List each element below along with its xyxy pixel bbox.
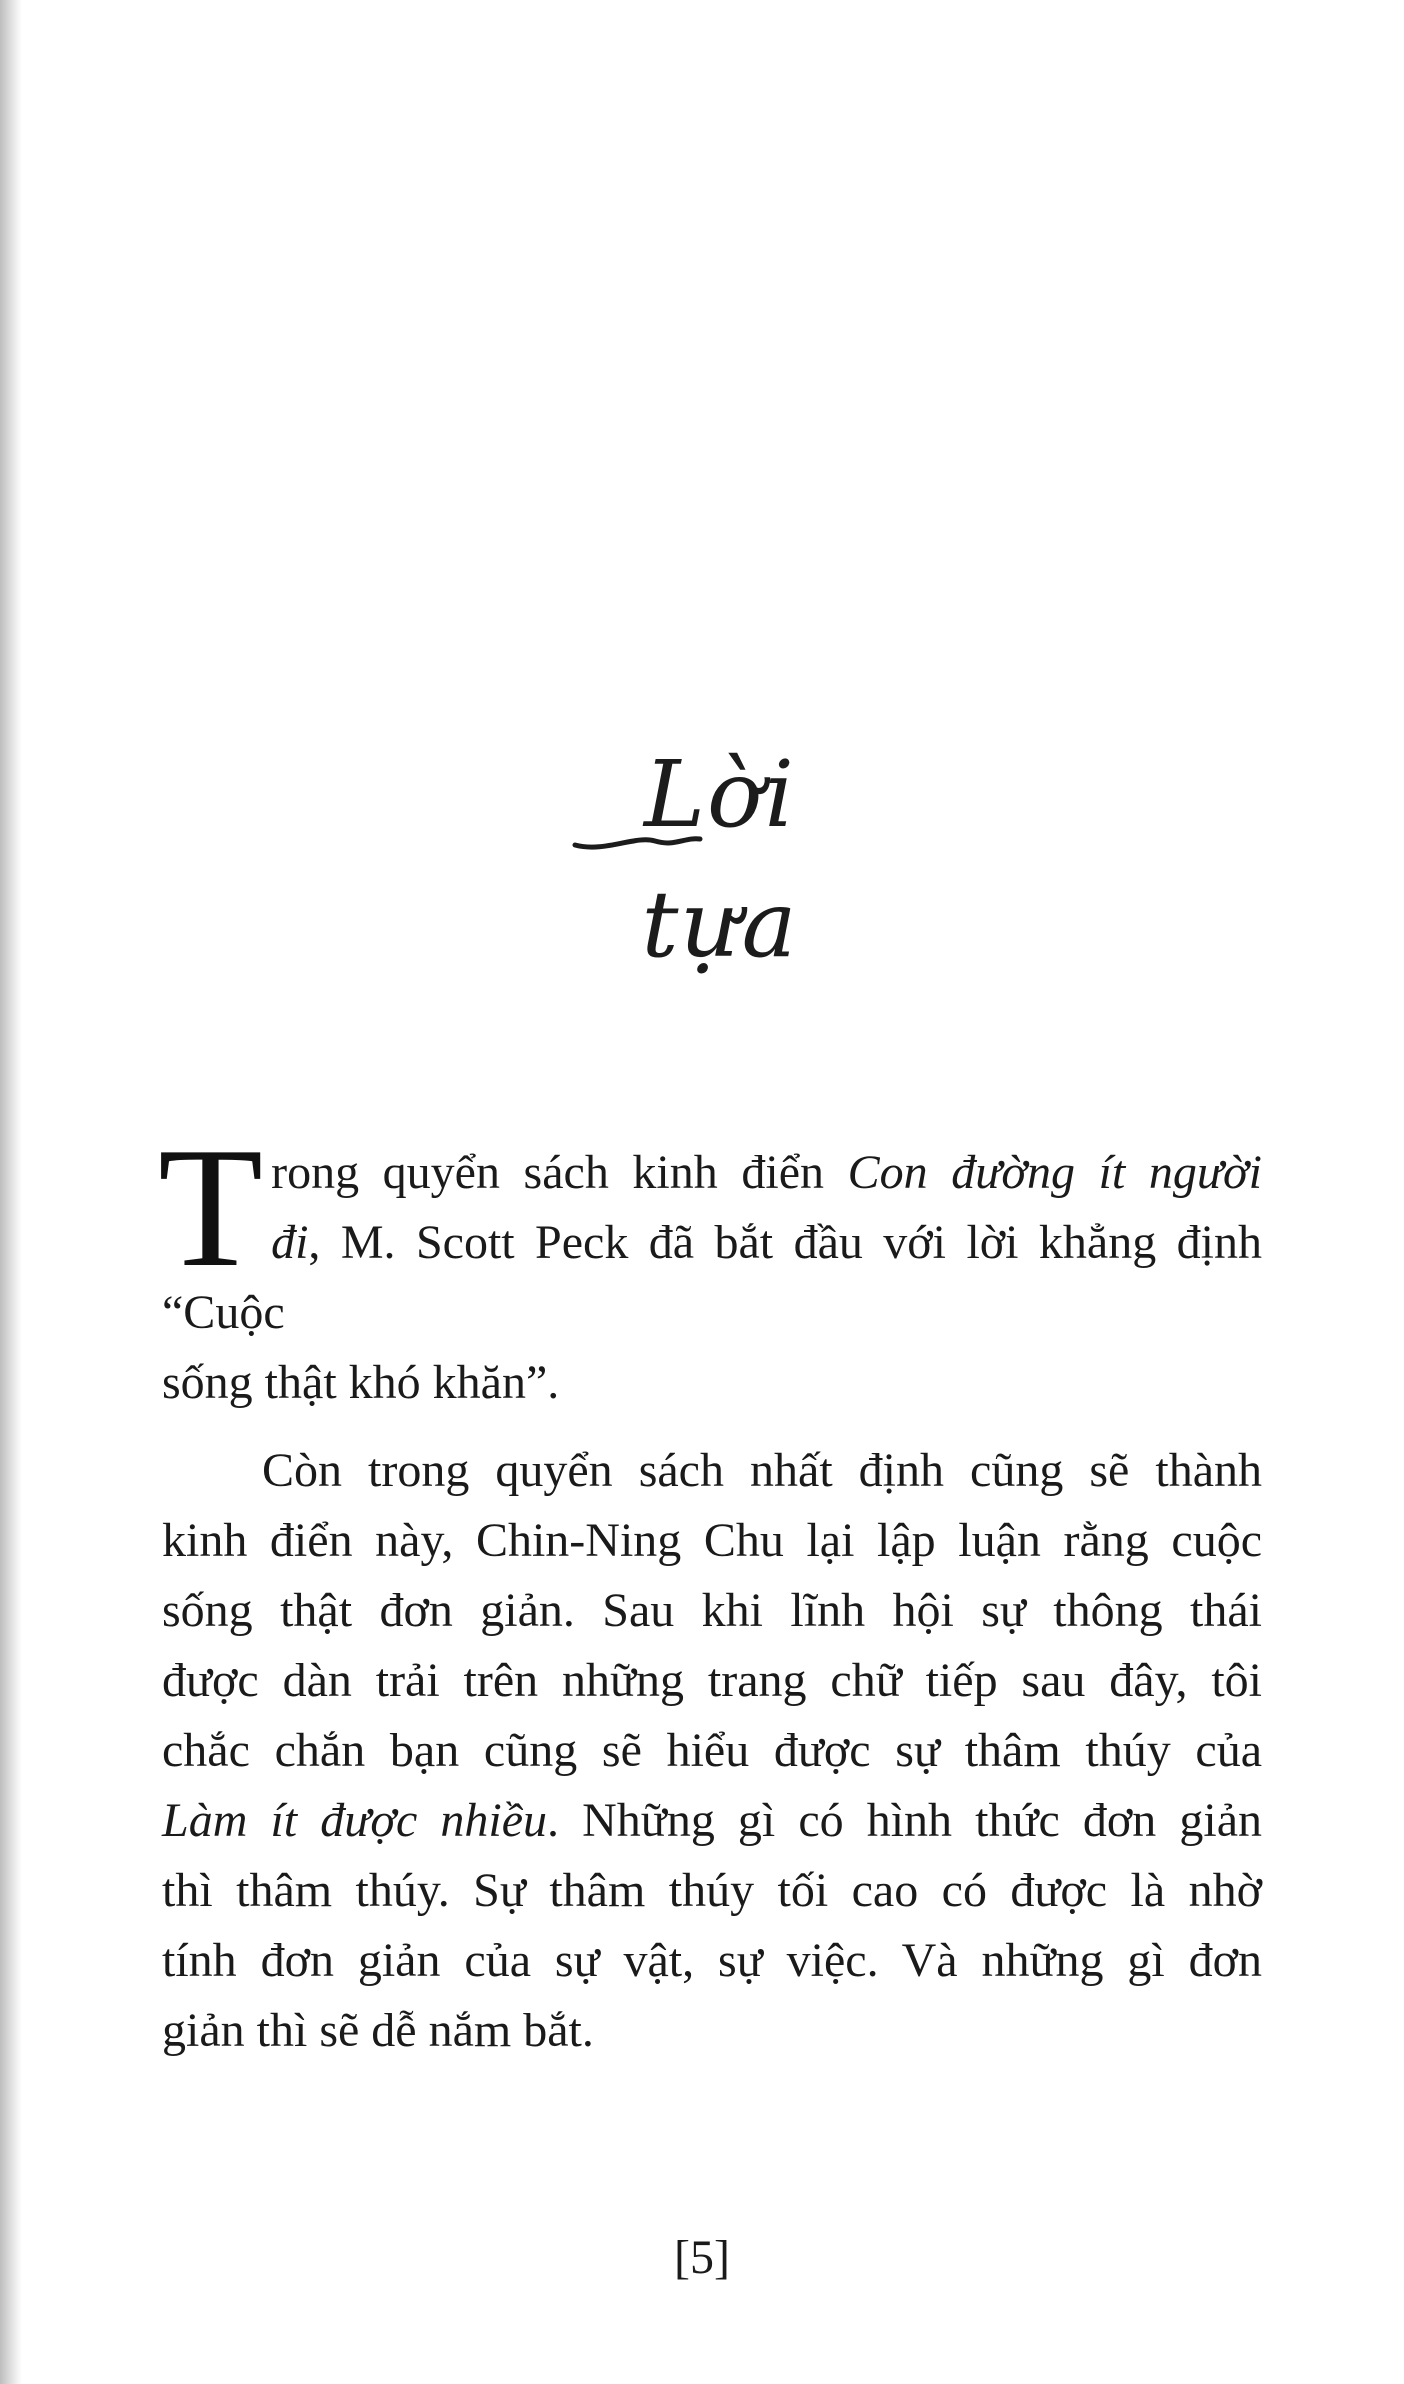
text-run: rong quyển sách kinh điển — [271, 1146, 848, 1199]
book-title-italic: Làm ít được nhiều — [162, 1794, 548, 1847]
body-text — [158, 1113, 1262, 2066]
paragraph-2-line-1: Còn trong quyển sách nhất định cũng sẽ thành — [262, 1444, 1262, 1497]
paragraph-2-line-9: giản thì sẽ dễ nắm bắt. — [162, 2004, 594, 2057]
paragraph-1-line-3: sống thật khó khăn”. — [162, 1356, 560, 1409]
paragraph-2-line-3: sống thật đơn giản. Sau khi lĩnh hội sự thông thái — [162, 1584, 1262, 1637]
book-title-italic: Con đường ít người — [847, 1146, 1262, 1199]
paragraph-2-line-4: được dàn trải trên những trang chữ tiếp sau đây, tôi — [162, 1654, 1262, 1707]
paragraph-1 — [158, 1113, 1262, 1418]
paragraph-2-line-8: tính đơn giản của sự vật, sự việc. Và những gì đơn — [162, 1934, 1262, 1987]
chapter-title: Lời tựa — [641, 741, 799, 978]
paragraph-2-line-7: thì thâm thúy. Sự thâm thúy tối cao có được là nhờ — [162, 1864, 1262, 1917]
paragraph-2-line-2: kinh điển này, Chin-Ning Chu lại lập luận rằng cuộc — [162, 1514, 1262, 1567]
paragraph-2-line-5: chắc chắn bạn cũng sẽ hiểu được sự thâm thúy của — [162, 1724, 1262, 1777]
paragraph-2-line-6 — [162, 1786, 1262, 1856]
title-swash-ornament — [565, 815, 845, 855]
page-number: [5] — [674, 2231, 730, 2284]
paragraph-1-line-2 — [162, 1208, 1262, 1348]
text-run: . Những gì có hình thức đơn giản — [547, 1794, 1262, 1847]
paragraph-1-line-1 — [162, 1138, 1262, 1208]
book-title-italic-cont: đi — [271, 1216, 309, 1269]
paragraph-2 — [162, 1436, 1262, 2066]
text-run: , M. Scott Peck đã bắt đầu với lời khẳng định “Cuộc — [162, 1216, 1262, 1339]
drop-cap: T — [158, 1113, 264, 1303]
page-spine-shadow — [0, 0, 22, 2384]
